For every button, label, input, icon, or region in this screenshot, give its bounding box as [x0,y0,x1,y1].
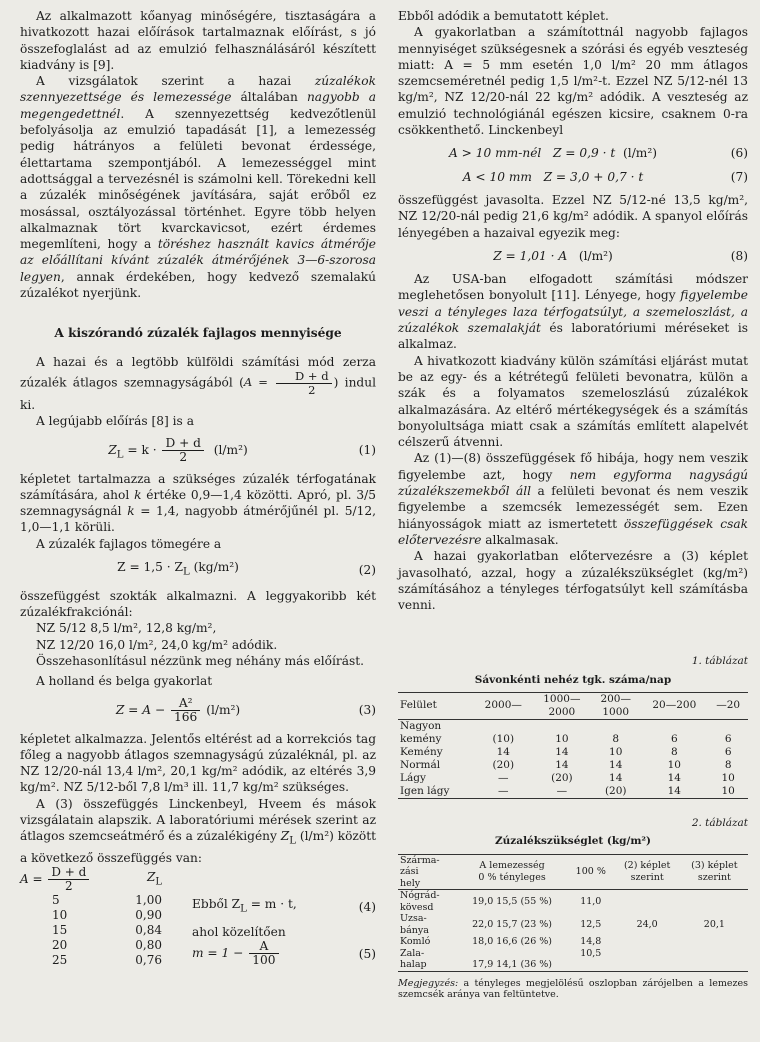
aggregate-demand-table [398,854,748,972]
grain-size-table-header: A = $\frac{D + d}{2}$ $Z_L$ [20,865,162,894]
table-row [398,719,748,733]
formula-7: A < 10 mm Z = 3,0 + 0,7 · t (7) [462,169,748,184]
table-1-label: 1. táblázat [691,655,748,668]
paragraph: NZ 5/12 8,5 l/m², 12,8 kg/m², [36,621,217,636]
table-cell [614,948,681,960]
table-cell [456,948,568,960]
paragraph: képletet tartalmazza a szükséges zúzalék térfogatának számítására, ahol k értéke 0,9—1,4 közötti. Apró, pl. 3/5 szemnagyságnál k = 1,4, nagyobb átmérőjűnél pl. 5/12, 1,0—1,1 körüli. [20,471,376,535]
table-cell: 10 [667,758,681,771]
table-cell [474,719,533,733]
table-cell: 10 [609,745,623,758]
table-row [398,772,748,785]
table-cell: 14 [609,758,623,771]
table-cell: Kemény [400,745,443,758]
table-header-cell: A lemezesség 0 % tényleges [478,860,546,883]
formula-6: A > 10 mm-nél Z = 0,9 · t (l/m²) (6) [448,146,748,161]
table-cell: 12,5 [580,918,602,930]
paragraph: Az (1)—(8) összefüggések fő hibája, hogy nem veszik figyelembe azt, hogy nem egyforma nagyságú zúzalékszemekből áll a felületi bevonat és nem veszik figyelembe a szemcsék lemezességét sem. Ezen hiányosságok miatt az ismertetett összefüggések csak előtervezésre alkalmasak. [398,451,748,547]
table-row: 25 0,76 [52,953,162,968]
table-row: 20 0,80 [52,938,162,953]
table-header-cell: Szárma- zási hely [400,854,440,889]
formula-4-5 [180,866,376,973]
paragraph: NZ 12/20 16,0 l/m², 24,0 kg/m² adódik. [36,637,278,652]
table-cell [614,890,681,914]
formula-3: Z = A − $\frac{\text{A²}}{166}$ (l/m²) (3) [115,695,376,724]
formula-1: $Z_L = k$ · $\frac{D + d}{2}$ (l/m²) (1) [108,435,376,464]
table-cell: 8 [724,758,732,771]
table-cell: 11,0 [580,895,602,907]
paragraph: A hazai és a legtöbb külföldi számítási mód zerza zúzalék átlagos szemnagyságából (A = $\frac{D + d}{2}$ ) indul ki. [20,354,376,412]
grain-size-table-block [20,866,376,973]
paragraph: A legújabb előírás [8] is a [36,414,194,429]
table-cell: (20) [604,784,627,797]
table-row [398,948,748,960]
table-header-row [398,854,748,890]
paragraph: képletet alkalmazza. Jelentős eltérést ad a korrekciós tag főleg a nagyobb átlagos szemnagyságú zúzaléknál, pl. az NZ 12/20-nál 13,4 l/m², 20,1 kg/m² adódik, az eltérés 3,9 kg/m². NZ 5/12-ből 7,8 l/m³ ill. 11,7 kg/m² szükséges. [20,731,376,795]
table-cell: 22,0 15,7 (23 %) [472,918,553,930]
grain-size-table [20,866,180,973]
table-row [398,746,748,759]
paragraph: Összehasonlításul nézzünk meg néhány más előírást. [36,653,365,668]
table-cell: Zala- [400,947,425,959]
table-header-cell: 100 % [575,866,606,878]
table-row [398,759,748,772]
table-cell: 8 [670,745,678,758]
table-cell: 14 [667,771,681,784]
table-cell [708,719,748,733]
table-cell [640,719,708,733]
table-cell: Nagyon [400,719,442,732]
table-cell: Igen lágy [400,784,450,797]
traffic-table [398,692,748,799]
table-cell: Nógrád- kövesd [400,890,440,913]
table-cell: — [498,784,509,797]
table-row [398,959,748,971]
table-cell: halap [400,959,427,971]
table-cell: 14 [555,745,569,758]
table-row [398,890,748,914]
table-cell [681,948,748,960]
table-header-cell: 200— 1000 [600,692,631,718]
table-cell: 8 [612,732,620,745]
right-column [398,8,748,1001]
table-cell: 6 [724,745,732,758]
table-cell: Normál [400,758,441,771]
left-column [20,8,376,973]
paragraph: A (3) összefüggés Linckenbeyl, Hveem és mások vizsgálatain alapszik. A laboratóriumi mérések szerint az átlagos szemcseátmérő és a zúzalékigény $Z_L$ (l/m²) között a következő összefüggés van: [20,796,376,866]
table-cell [614,959,681,971]
table-cell [591,719,640,733]
table-cell: 14 [609,771,623,784]
formula-2: $Z = 1,5 \cdot Z_L$ (kg/m²) (2) [117,560,376,578]
table-row [398,785,748,799]
paragraph: Az alkalmazott kőanyag minőségére, tisztaságára a hivatkozott hazai előírások tartalmaznak előírást, s jó összefoglalást ad az emulzió felhasználásáról készített kiadvány is [9]. [20,9,376,72]
table-header-row [398,692,748,719]
table-header-cell: —20 [716,699,741,712]
paragraph: összefüggést javasolta. Ezzel NZ 5/12-né 13,5 kg/m², NZ 12/20-nál pedig 21,6 kg/m² adódik. A spanyol előírás lényegében a hazaival egyezik meg: [398,192,748,240]
table-cell: 14 [555,758,569,771]
table-cell: — [498,771,509,784]
paragraph: A vizsgálatok szerint a hazai zúzalékok szennyezettsége és lemezessége általában nagyobb a megengedettnél. A szennyezettség kedvezőtlenül befolyásolja az emulzió tapadását [1], a lemezesség pedig hátrányos a felületi bevonat érdessége, élettartama szempontjából. A lemezességgel mint adottsággal a tervezésnél is számolni kell. Törekedni kell a zúzalék minőségének javítására, saját erőből ez mosással, osztályozással történhet. Egyre több helyen alkalmaznak tört kvarckavicsot, ezért érdemes megemlíteni, hogy a töréshez használt kavics átmérője az előállítani kívánt zúzalék átmérőjének 3—6-szorosa legyen, annak érdekében, hogy kedvező szemalakú zúzalékot nyerjünk. [20,74,376,301]
table-cell: 10 [721,784,735,797]
paragraph: Az USA-ban elfogadott számítási módszer meglehetősen bonyolult [11]. Lényege, hogy figyelembe veszi a tényleges laza térfogatsúlyt, a szemeloszlást, a zúzalékok szemalakját és laboratóriumi méréseket is alkalmaz. [398,272,748,352]
table-header-cell: (3) képlet szerint [691,860,738,883]
table-header-cell: 2000— [484,699,522,712]
table-2-label: 2. táblázat [691,816,748,829]
paragraph: A zúzalék fajlagos tömegére a [36,536,222,551]
table-header-cell: 1000— 2000 [543,692,581,718]
table-cell: 17,9 14,1 (36 %) [472,959,553,971]
table-cell: Uzsa- bánya [400,913,429,936]
formula-5: m = 1 − $\frac{A}{100}$ (5) [192,939,376,968]
table-cell [681,890,748,914]
formula-4-note: ahol közelítően [192,925,286,940]
table-cell: 18,0 16,6 (26 %) [472,936,553,948]
table-row [398,733,748,746]
table-header-cell: 20—200 [652,699,697,712]
paragraph: A hazai gyakorlatban előtervezésre a (3) képlet javasolható, azzal, hogy a zúzalékszükséglet (kg/m²) számításához a tényleges térfogatsúlyt kell számításba venni. [398,549,748,613]
table-cell: kemény [400,732,442,745]
table-cell [533,719,592,733]
table-row [398,936,748,948]
table-cell: (20) [492,758,515,771]
table-cell: 10 [555,732,569,745]
table-cell: Lágy [400,771,426,784]
table-cell: 14 [667,784,681,797]
formula-4: Ebből $Z_L = m \cdot t$, (4) [192,897,376,915]
formula-8: Z = 1,01 · A (l/m²) (8) [493,248,748,263]
table-cell: (10) [492,732,515,745]
table-row: 10 0,90 [52,908,162,923]
table-cell [614,936,681,948]
table-cell: 6 [670,732,678,745]
paragraph: A holland és belga gyakorlat [36,674,213,689]
table-cell: 10,5 [580,947,602,959]
paragraph: A gyakorlatban a számítottnál nagyobb fajlagos mennyiséget szükségesnek a szórási és egyéb veszteség miatt: A = 5 mm esetén 1,0 l/m² 20 mm átlagos szemcseméretnél pedig 1,5 l/m²-t. Ezzel NZ 5/12-nél 13 kg/m², NZ 12/20-nál 22 kg/m² adódik. A veszteség az emulzió technológiánál egészen kicsire, csaknem 0-ra csökkenthető. Linckenbeyl [398,25,748,138]
paragraph: Ebből adódik a bemutatott képlet. [398,9,609,23]
paragraph: összefüggést szokták alkalmazni. A leggyakoribb két zúzalékfrakciónál: [20,588,376,620]
table-cell: 24,0 [636,918,658,930]
table-2-title: Zúzalékszükséglet (kg/m²) [495,835,651,848]
table-cell [681,959,748,971]
table-header-cell: Felület [400,699,437,712]
table-cell: 19,0 15,5 (55 %) [472,895,553,907]
table-cell: (20) [551,771,573,784]
paragraph: A hivatkozott kiadvány külön számítási eljárást mutat be az egy- és a kétrétegű felületi bevonatra, külön a szák és a folyamatos szemeloszlású zúzalékok alkalmazására. Az eltérő mértékegységek és a számítás bonyolultsága miatt csak a számítás említett alapelvét célszerű átvenni. [398,353,748,450]
table-row: 15 0,84 [52,923,162,938]
table-cell: 10 [721,771,735,784]
section-title: A kiszórandó zúzalék fajlagos mennyisége [54,326,342,341]
table-cell: — [556,784,568,797]
table-row: 5 1,00 [52,893,162,908]
table-cell: 20,1 [703,918,725,930]
table-cell [681,936,748,948]
table-cell [568,959,614,971]
table-2-note: Megjegyzés: a tényleges megjelölésű oszlopban zárójelben a lemezes szemcsék aránya van feltüntetve. [398,977,748,1001]
table-cell: 6 [724,732,732,745]
table-cell: 14,8 [580,936,602,948]
table-row [398,913,748,936]
table-cell: Komló [400,936,431,948]
table-cell: 14 [496,745,510,758]
table-header-cell: (2) képlet szerint [623,860,671,883]
table-1-title: Sávonkénti nehéz tgk. száma/nap [474,673,672,686]
